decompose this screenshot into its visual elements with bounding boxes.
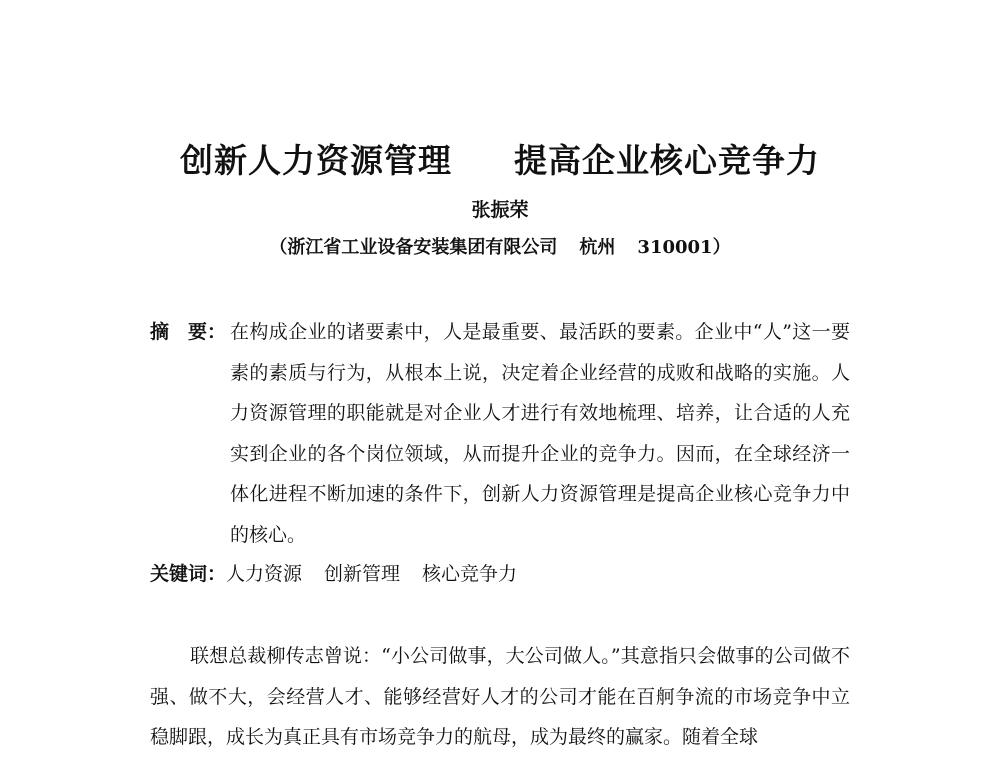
affiliation-city: 杭州: [579, 237, 616, 258]
paper-title: [0, 136, 1000, 186]
abstract-section: [150, 312, 850, 555]
affiliation-org: 浙江省工业设备安装集团有限公司: [287, 237, 558, 258]
keyword-item: 核心竞争力: [422, 563, 518, 585]
affiliation-open-paren: （: [269, 237, 288, 258]
abstract-text: 在构成企业的诸要素中，人是最重要、最活跃的要素。企业中“人”这一要素的素质与行为，从根本上说，决定着企业经营的成败和战略的实施。人力资源管理的职能就是对企业人才进行有效地梳理、培养，让合适的人充实到企业的各个岗位领域，从而提升企业的竞争力。因而，在全球经济一体化进程不断加速的条件下，创新人力资源管理是提高企业核心竞争力中的核心。: [230, 321, 850, 546]
title-part-1: 创新人力资源管理: [180, 141, 452, 180]
author-name: 张振荣: [471, 199, 529, 221]
abstract-label: 摘 要：: [150, 321, 227, 343]
body-paragraph: 联想总裁柳传志曾说：“小公司做事，大公司做人。”其意指只会做事的公司做不强、做不大，会经营人才、能够经营好人才的公司才能在百舸争流的市场竞争中立稳脚跟，成长为真正具有市场竞争力的航母，成为最终的赢家。随着全球: [150, 645, 850, 748]
title-part-2: 提高企业核心竞争力: [514, 141, 820, 180]
affiliation-close-paren: ）: [712, 237, 731, 258]
keyword-item: 创新管理: [324, 563, 401, 585]
keyword-item: 人力资源: [226, 563, 303, 585]
keywords-label: 关键词：: [150, 563, 227, 585]
author-affiliation: [0, 234, 1000, 262]
affiliation-postcode: 310001: [637, 237, 713, 258]
keywords-section: [150, 554, 850, 594]
